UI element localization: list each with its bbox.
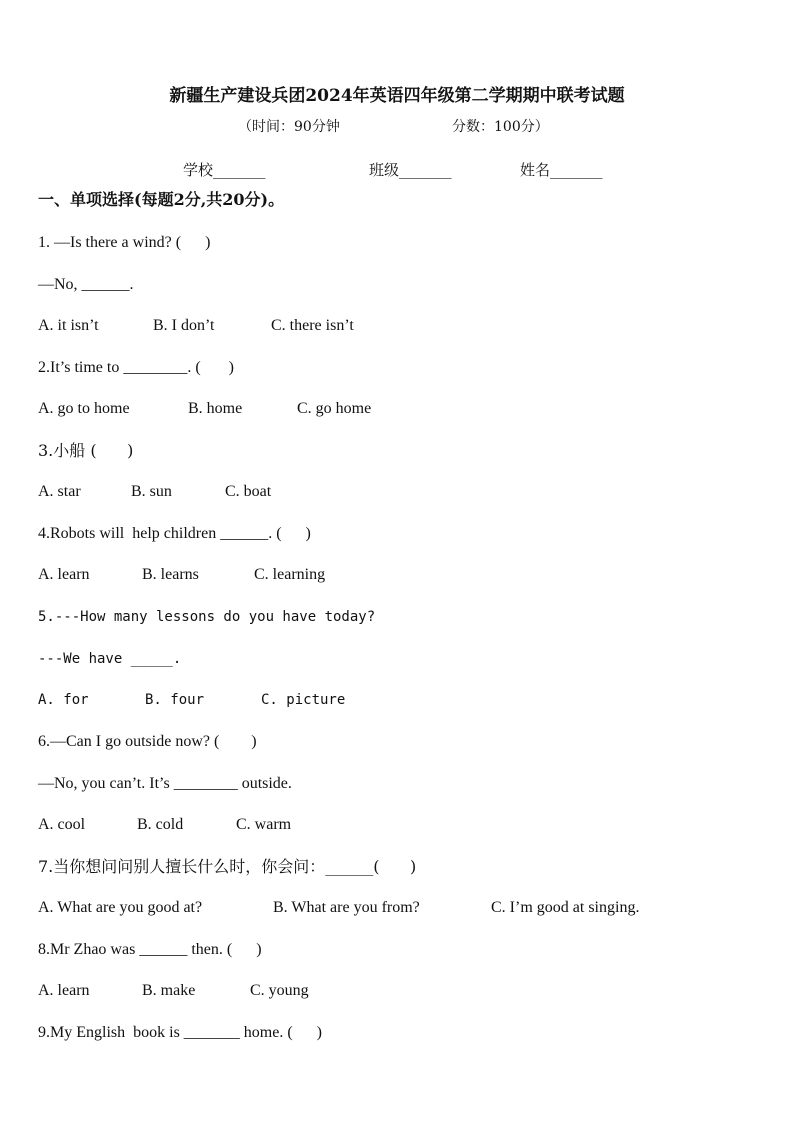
question-7-option-b: B. What are you from? [273,899,420,916]
question-1-line2: —No, ______. [38,276,134,293]
question-3-stem: 3.小船 ( ) [38,441,134,460]
question-9-stem: 9.My English book is _______ home. ( ) [38,1024,322,1041]
question-3-option-b: B. sun [131,483,172,500]
question-5-option-b: B. four [145,692,205,708]
question-5-line2: ---We have _____. [38,651,182,667]
question-1-option-b: B. I don’t [153,317,215,334]
question-5-option-a: A. for [38,692,89,708]
question-4-option-c: C. learning [254,566,326,583]
question-5-stem: 5.---How many lessons do you have today? [38,609,376,625]
exam-score: 分数：100分） [452,119,549,135]
question-8-option-b: B. make [142,982,196,999]
exam-title: 新疆生产建设兵团2024年英语四年级第二学期期中联考试题 [169,86,625,106]
question-2-option-b: B. home [188,400,243,417]
question-7-stem: 7.当你想问问别人擅长什么时，你会问：______( ) [38,857,417,876]
question-3-option-c: C. boat [225,483,272,500]
class-field: 班级_______ [369,161,452,179]
school-field: 学校_______ [183,161,266,179]
question-1-option-c: C. there isn’t [271,317,354,334]
question-2-stem: 2.It’s time to ________. ( ) [38,359,234,376]
exam-time: （时间：90分钟 [238,119,340,135]
question-4-option-b: B. learns [142,566,199,583]
question-5-option-c: C. picture [261,692,346,708]
name-field: 姓名_______ [520,161,603,179]
question-6-option-c: C. warm [236,816,292,833]
question-2-option-c: C. go home [297,400,372,417]
question-2-option-a: A. go to home [38,400,130,417]
question-7-option-c: C. I’m good at singing. [491,899,640,916]
section-heading: 一、单项选择(每题2分,共20分)。 [38,190,285,209]
question-6-stem: 6.—Can I go outside now? ( ) [38,733,257,750]
question-8-stem: 8.Mr Zhao was ______ then. ( ) [38,941,262,958]
question-7-option-a: A. What are you good at? [38,899,203,916]
question-1-stem: 1. —Is there a wind? ( ) [38,234,211,251]
question-8-option-a: A. learn [38,982,90,999]
question-6-option-b: B. cold [137,816,184,833]
question-1-option-a: A. it isn’t [38,317,99,334]
question-8-option-c: C. young [250,982,309,999]
question-3-option-a: A. star [38,483,81,500]
question-4-option-a: A. learn [38,566,90,583]
question-6-option-a: A. cool [38,816,86,833]
question-4-stem: 4.Robots will help children ______. ( ) [38,525,311,542]
question-6-line2: —No, you can’t. It’s ________ outside. [38,775,292,792]
